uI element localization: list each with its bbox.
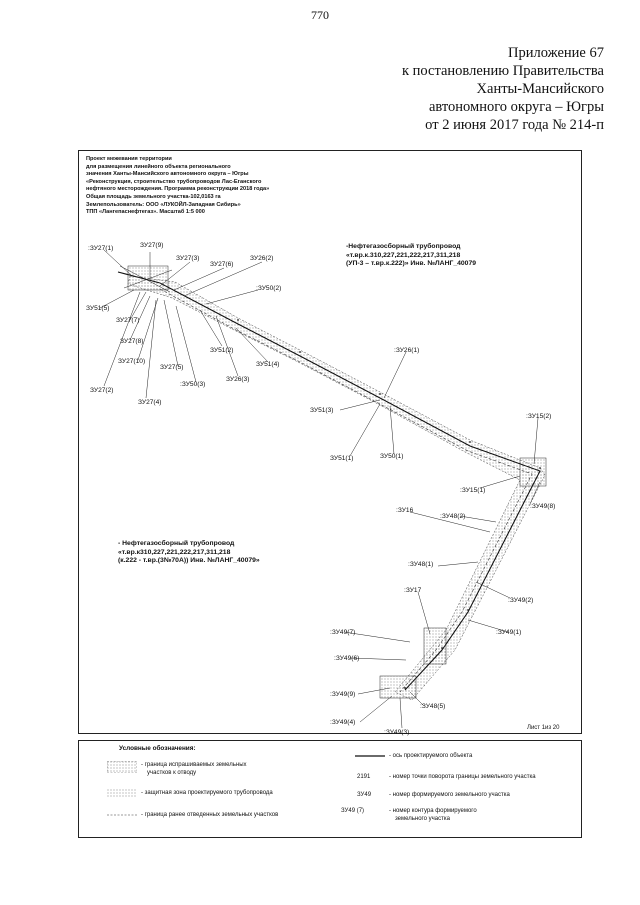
project-info-line: Землепользователь: ООО «ЛУКОЙЛ-Западная Сибирь» <box>86 201 241 208</box>
project-info-line: Проект межевания территории <box>86 156 172 162</box>
parcel-label: :ЗУ49(9) <box>330 691 356 698</box>
parcel-label: ЗУ27(8) <box>120 338 144 345</box>
legend-text: земельного участка <box>395 816 450 822</box>
appendix-line: от 2 июня 2017 года № 214-п <box>425 117 604 133</box>
legend-title: Условные обозначения: <box>119 745 196 752</box>
parcel-label: ЗУ51(3) <box>310 407 334 414</box>
pipeline-axis <box>118 272 540 690</box>
page-number: 770 <box>311 8 329 22</box>
parcel-label: ЗУ51(2) <box>210 347 234 354</box>
legend-text: - граница ранее отведенных земельных участков <box>141 812 279 818</box>
parcel-label: :ЗУ49(8) <box>530 503 556 510</box>
appendix-line: автономного округа – Югры <box>428 99 604 115</box>
parcel-label: ЗУ27(3) <box>176 255 200 262</box>
parcel-label: :ЗУ49(4) <box>330 719 356 726</box>
project-info-line: Общая площадь земельного участка-102,0163 га <box>86 193 221 200</box>
node-cluster-s <box>380 628 446 698</box>
legend-sample: ЗУ49 (7) <box>341 808 365 814</box>
pipeline-label-line: (УП-3 – т.вр.к.222)» Инв. №ЛАНГ_40079 <box>346 260 477 268</box>
parcel-label: :ЗУ26(1) <box>394 347 420 354</box>
parcel-label: :ЗУ15(1) <box>460 487 486 494</box>
parcel-label: :ЗУ49(6) <box>334 655 360 662</box>
legend-swatch-boundary-old <box>107 813 137 817</box>
parcel-label: ЗУ26(2) <box>250 255 274 262</box>
parcel-label: ЗУ27(5) <box>160 364 184 371</box>
parcel-label: :ЗУ48(2) <box>440 513 466 520</box>
parcel-label: ЗУ27(4) <box>138 399 162 406</box>
parcel-label: :ЗУ49(1) <box>496 629 522 636</box>
parcel-label: :ЗУ49(2) <box>508 597 534 604</box>
legend-swatch-boundary-new <box>107 761 137 773</box>
sheet-label: Лист 1из 20 <box>527 725 560 731</box>
parcel-label: :ЗУ15(2) <box>526 413 552 420</box>
legend-box <box>78 740 582 838</box>
parcel-label: :ЗУ49(3) <box>384 729 410 736</box>
pipeline-label-south <box>118 540 260 566</box>
node-cluster-nw <box>120 266 172 292</box>
legend-text: - номер точки поворота границы земельного участка <box>389 774 536 780</box>
pipeline-label-line: -Нефтегазосборный трубопровод <box>346 243 461 250</box>
parcel-label: :ЗУ16 <box>396 507 414 514</box>
pipeline-label-line: (к.222 - т.вр.(3№70А)) Инв. №ЛАНГ_40079» <box>118 557 260 565</box>
appendix-line: Ханты-Мансийского <box>476 81 604 97</box>
appendix-line: Приложение 67 <box>508 45 604 61</box>
parcel-label: ЗУ51(5) <box>86 305 110 312</box>
legend-text: - номер формируемого земельного участка <box>389 792 510 798</box>
pipeline-label-line: - Нефтегазосборный трубопровод <box>118 540 235 547</box>
pipeline-label-north <box>346 243 476 269</box>
parcel-label: ЗУ27(2) <box>90 387 114 394</box>
parcel-label: ЗУ50(1) <box>380 453 404 460</box>
parcel-label: ЗУ27(6) <box>210 261 234 268</box>
legend-text: - граница испрашиваемых земельных <box>141 762 247 768</box>
legend-sample: 2191 <box>357 774 371 780</box>
legend-swatch-axis <box>355 754 385 758</box>
legend-text: - номер контура формируемого <box>389 808 477 814</box>
parcel-label: ЗУ27(7) <box>116 317 140 324</box>
parcel-label: :ЗУ49(7) <box>330 629 356 636</box>
parcel-label: :ЗУ50(2) <box>256 285 282 292</box>
project-info-line: для размещения линейного объекта регионального <box>86 163 231 170</box>
legend-text: участков к отводу <box>147 770 197 776</box>
parcel-label: :ЗУ50(3) <box>180 381 206 388</box>
appendix-line: к постановлению Правительства <box>402 63 604 79</box>
project-info-line: значения Ханты-Мансийского автономного округа – Югры <box>86 171 249 178</box>
project-info-line: ТПП «Лангепаснефтегаз». Масштаб 1:5 000 <box>86 209 205 216</box>
parcel-label: ЗУ27(10) <box>118 358 146 365</box>
parcel-label: :ЗУ48(5) <box>420 703 446 710</box>
legend-swatch-protect-zone <box>107 789 137 797</box>
project-info-line: нефтяного месторождения. Программа реконструкции 2018 года» <box>86 186 270 193</box>
parcel-label: ЗУ26(3) <box>226 376 250 383</box>
project-info-line: «Реконструкция, строительство трубопроводов Лас-Еганского <box>86 178 262 185</box>
pipeline-label-line: «т.вр.к.310,227,221,222,217,311,218 <box>346 251 461 259</box>
legend-sample: ЗУ49 <box>357 792 372 798</box>
parcel-label: :ЗУ48(1) <box>408 561 434 568</box>
pipeline-label-line: «т.вр.к310,227,221,222,217,311,218 <box>118 548 231 556</box>
legend-text: - ось проектируемого объекта <box>389 753 473 759</box>
parcel-label: ЗУ51(4) <box>256 361 280 368</box>
legend-text: - защитная зона проектируемого трубопровода <box>141 790 273 796</box>
parcel-label: ЗУ51(1) <box>330 455 354 462</box>
node-cluster-ne <box>520 458 546 486</box>
parcel-label: :ЗУ27(1) <box>88 245 114 252</box>
parcel-label: :ЗУ17 <box>404 587 422 594</box>
parcel-label: ЗУ27(9) <box>140 242 164 249</box>
